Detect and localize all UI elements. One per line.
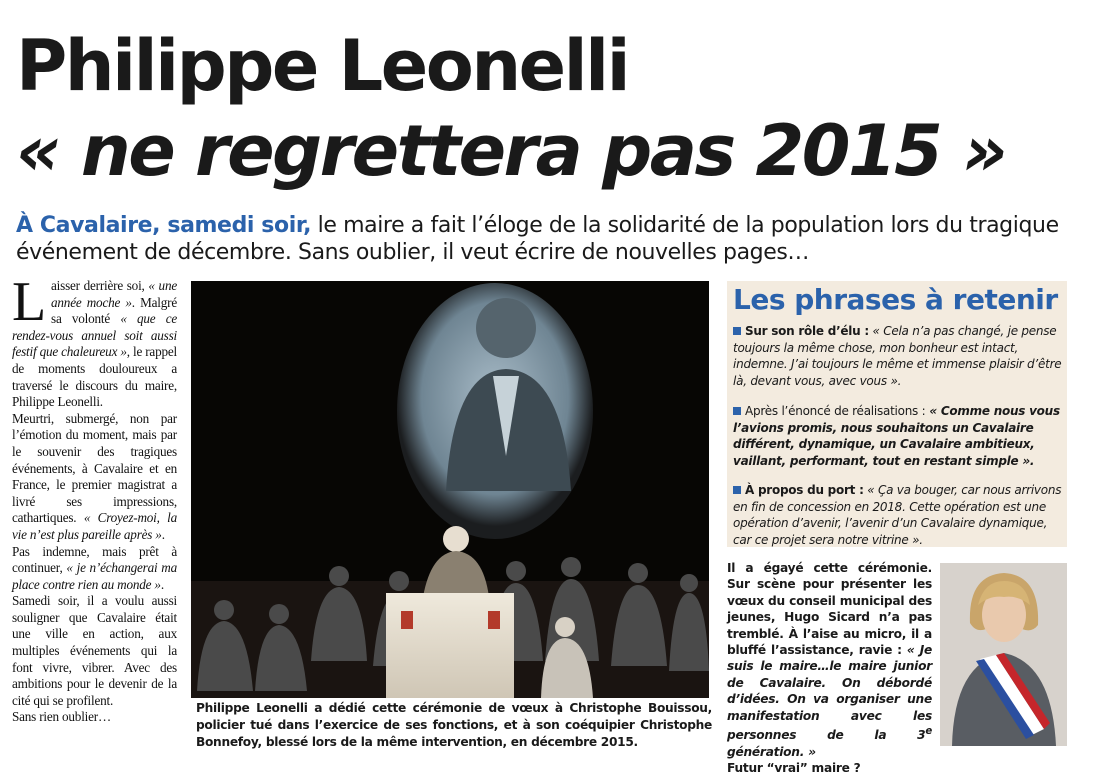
quote-2-lead: Après l’énoncé de réalisations : [745,404,926,418]
quote-3 [733,482,1063,548]
body-p1-quote-2: « que ce rendez-vous annuel soit aussi festif que chaleureux » [12,311,177,360]
ceremony-photo-illustration [191,281,709,698]
quote-1-text: « Cela n’a pas changé, je pense toujours la même chose, mon bonheur est intact, indemne. J’ai toujours le même et immense plaisir d’être là, devant vous, avec vous ». [733,324,1062,388]
body-p2-quote: « Croyez-moi, la vie n’est plus pareille après » [12,510,177,542]
square-bullet-icon [733,327,741,335]
quote-2 [733,403,1063,469]
standfirst-text: le maire a fait l’éloge de la solidarité de la population lors du tragique événement de décembre. Sans oublier, il veut écrire de nouvelles pages… [16,213,1059,265]
body-p2-a: Meurtri, submergé, non par l’émotion du moment, mais par le souvenir des tragiques événements, à Cavalaire et en France, le premier magistrat a livré ses impressions, cathartiques. [12,410,177,526]
quotes-box [727,281,1067,547]
drop-cap: L [12,271,47,333]
hugo-photo [940,563,1067,746]
standfirst-kicker: À Cavalaire, samedi soir, [16,213,312,238]
square-bullet-icon [733,407,741,415]
quotes-box-title: Les phrases à retenir [733,283,1058,316]
article-body [12,271,177,726]
hugo-article [727,560,932,776]
hugo-quote-a: « Je suis le maire…le maire junior de Cavalaire. On débordé d’idées. On va organiser une manifestation avec les personnes de la 3 [727,643,932,743]
lectern [386,593,514,698]
body-p1-a: aisser derrière soi, [51,278,149,293]
standfirst [16,212,1076,266]
hugo-subhead: Futur “vrai” maire ? [727,760,861,775]
body-p1-b: . Malgré sa volonté [51,294,177,327]
body-paragraph-2 [12,411,177,544]
headline-line-1: Philippe Leonelli [16,25,629,107]
body-p3-a: Pas indemne, mais prêt à continuer, [12,543,177,576]
body-p1-c: , le rappel de moments douloureux a traversé le discours du maire, Philippe Leonelli. [12,344,177,410]
photo-caption: Philippe Leonelli a dédié cette cérémonie de vœux à Christophe Bouissou, policier tué dans l’exercice de ses fonctions, et à son coéquipier Christophe Bonnefoy, blessé lors de la même intervention, en décembre 2015. [196,701,712,749]
hugo-paragraph [727,560,932,760]
body-p2-b: . [161,526,165,542]
square-bullet-icon [733,486,741,494]
body-p3-b: . [160,576,164,592]
body-p3-quote: « je n’échangerai ma place contre rien au monde » [12,560,177,592]
body-paragraph-3 [12,544,177,594]
hugo-quote-b: génération. » [727,744,816,759]
body-paragraph-1 [12,271,177,411]
quote-1-lead: Sur son rôle d’élu : [745,324,869,338]
body-paragraph-5: Sans rien oublier… [12,709,111,725]
quote-3-lead: À propos du port : [745,483,864,497]
hugo-photo-illustration [940,563,1067,746]
body-paragraph-4: Samedi soir, il a voulu aussi souligner que Cavalaire était une ville en action, aux multiples événements qui la font vivre, vibrer. Avec des ambitions pour le devenir de la cité qui se profilent. [12,593,177,708]
hugo-text-a: Il a égayé cette cérémonie. Sur scène pour présenter les vœux du conseil municipal des jeunes, Hugo Sicard n’a pas tremblé. À l’aise au micro, il a bluffé l’assistance, ravie : [727,561,932,658]
quote-1 [733,323,1063,389]
headline-line-2: « ne regrettera pas 2015 » [16,110,1006,192]
hugo-quote-sup: e [925,726,932,738]
quote-2-text: « Comme nous vous l’avions promis, nous souhaitons un Cavalaire différent, dynamique, un Cavalaire ambitieux, vaillant, performant, tout en restant simple ». [733,404,1060,468]
body-p1-quote-1: « une année moche » [51,278,177,310]
ceremony-photo [191,281,709,698]
quote-3-text: « Ça va bouger, car nous arrivons en fin de concession en 2018. Cette opération est une opération d’avenir, l’avenir d’un Cavalaire dynamique, car ce projet sera notre vitrine ». [733,483,1062,547]
